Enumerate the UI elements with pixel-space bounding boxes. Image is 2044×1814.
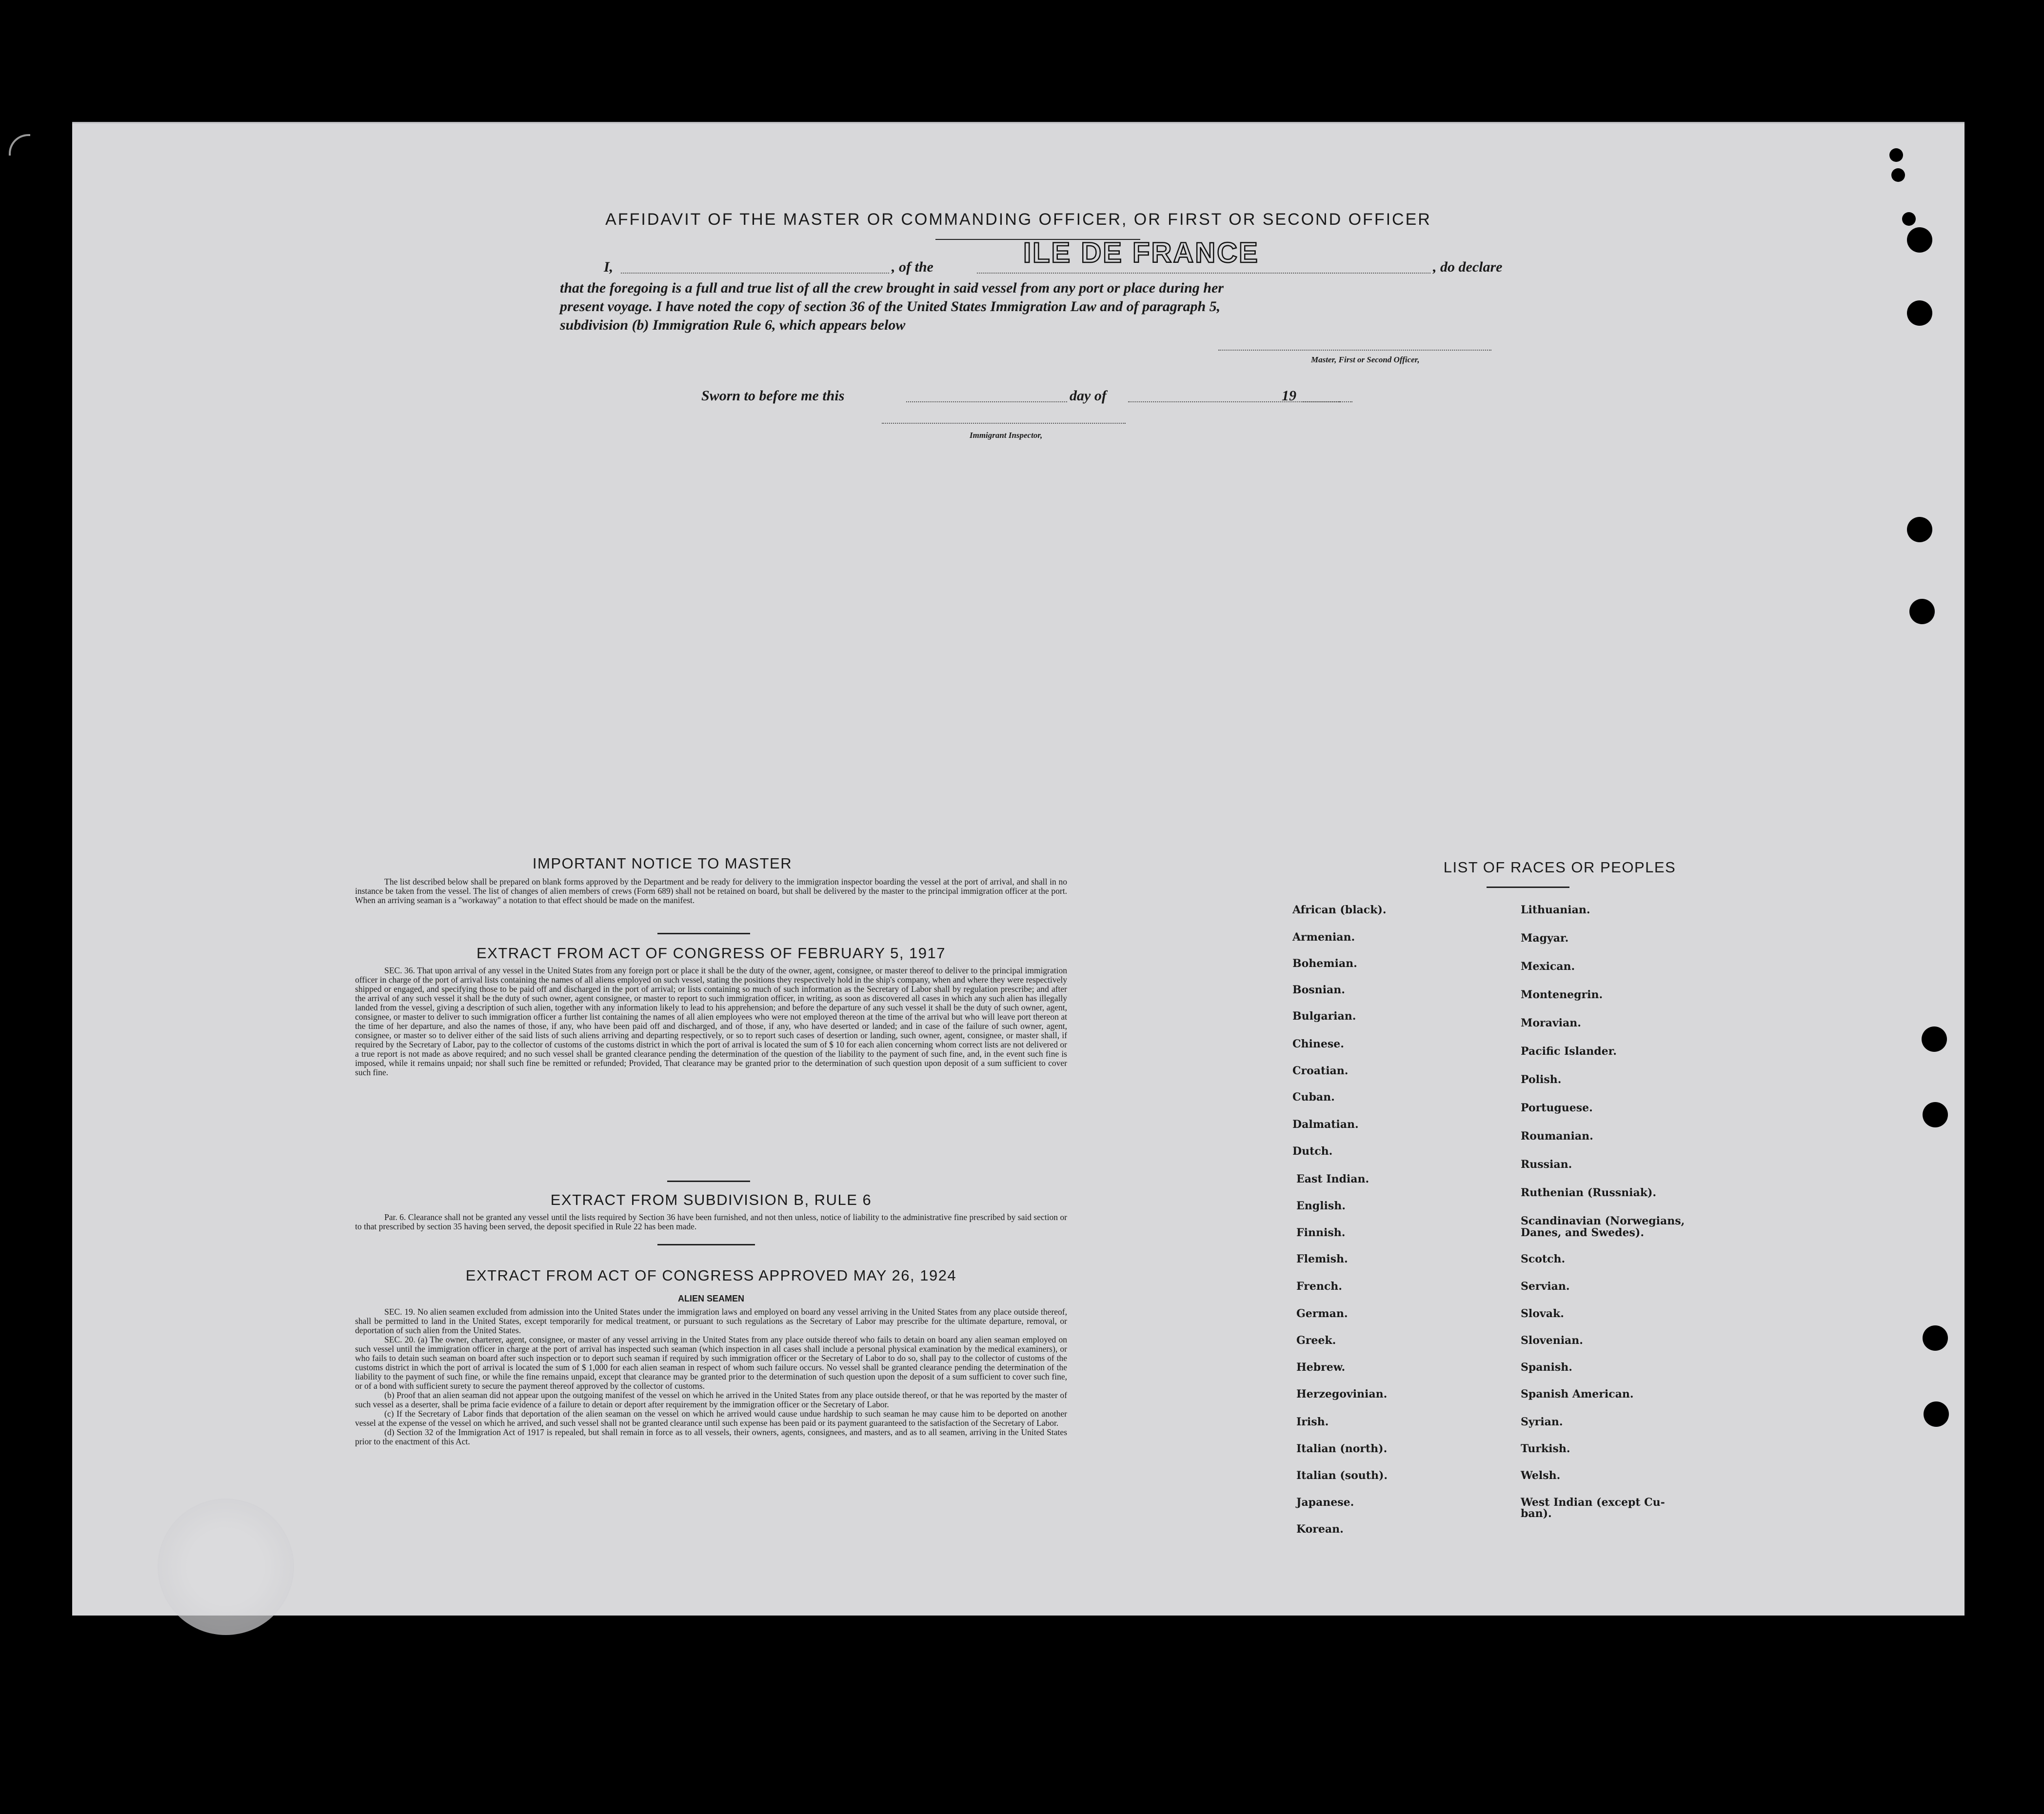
extract3-title: EXTRACT FROM ACT OF CONGRESS APPROVED MAY 26, 1924 xyxy=(465,1267,957,1284)
race-item: Syrian. xyxy=(1521,1416,1563,1428)
extract3-sec20d: (d) Section 32 of the Immigration Act of 1917 is repealed, but shall remain in force as to all vessels, their owners, agents, consignees, and masters, and as to all seamen, arriving in the United States prior to the enactment of this Act. xyxy=(355,1427,1067,1446)
race-item: Irish. xyxy=(1296,1416,1329,1428)
inspector-signature-line[interactable] xyxy=(882,411,1126,424)
race-item: Greek. xyxy=(1296,1334,1336,1347)
race-item: Italian (north). xyxy=(1296,1442,1388,1455)
extract3-sec20b: (b) Proof that an alien seaman did not appear upon the outgoing manifest of the vessel on which he arrived in the United States from any place outside thereof, or that he was reported by the master of such vessel as a deserter, shall be prima facie evidence of a failure to detain or deport after requirement by the immigration officer or the Secretary of Labor. xyxy=(355,1390,1067,1409)
race-item: Magyar. xyxy=(1521,932,1569,945)
race-item: Turkish. xyxy=(1521,1442,1570,1455)
binder-hole xyxy=(1909,599,1935,624)
race-item: Slovenian. xyxy=(1521,1334,1583,1347)
inspector-label: Immigrant Inspector, xyxy=(970,431,1043,440)
race-item: French. xyxy=(1296,1280,1342,1293)
race-item: Spanish. xyxy=(1521,1361,1572,1374)
race-item: Pacific Islander. xyxy=(1521,1045,1617,1058)
race-item: Korean. xyxy=(1296,1523,1344,1536)
extract3-sec20a: SEC. 20. (a) The owner, charterer, agent, consignee, or master of any vessel arriving in the United States from any place outside thereof who fails to detain on board any alien seaman employed on such vessel until the immigration officer in charge at the port of arrival has inspected such seaman (which inspection in all cases shall include a personal physical examination by the medical examiners), or who fails to detain such seaman on board after such inspection or to deport such seaman if required by such immigration officer or the Secretary of Labor to do so, shall pay to the collector of customs of the customs district in which the port of arrival is located the sum of $ 1,000 for each alien seaman in respect of whom such failure occurs. No vessel shall be granted clearance pending the determination of the liability to the payment of such fine, or while the fine remains unpaid, except that clearance may be granted prior to the determination of such question upon the deposit of a sum sufficient to cover such fine, or of a bond with sufficient surety to secure the payment thereof approved by the collector of customs. xyxy=(355,1335,1067,1391)
binder-hole xyxy=(1907,227,1932,253)
race-item: Slovak. xyxy=(1521,1307,1564,1320)
corner-mark xyxy=(9,134,30,156)
race-item: Cuban. xyxy=(1292,1091,1335,1104)
extract2-text: Par. 6. Clearance shall not be granted any vessel until the lists required by Section 36 have been furnished, and not then unless, notice of liability to the administrative fine prescribed by said section or to that prescribed by section 35 having been served, the deposit specified in Rule 22 has been made. xyxy=(355,1212,1067,1231)
extract1-rule xyxy=(667,1181,750,1182)
race-item: East Indian. xyxy=(1296,1173,1369,1185)
binder-hole xyxy=(1924,1401,1949,1427)
race-item: Hebrew. xyxy=(1296,1361,1346,1374)
race-item: Polish. xyxy=(1521,1073,1562,1086)
binder-hole xyxy=(1891,168,1905,182)
day-of-label: day of xyxy=(1070,388,1107,404)
binder-hole xyxy=(1922,1026,1947,1052)
do-declare-label: , do declare xyxy=(1433,259,1503,275)
race-item: Bulgarian. xyxy=(1292,1010,1356,1023)
race-item: Lithuanian. xyxy=(1521,904,1590,916)
race-item: ban). xyxy=(1521,1507,1552,1520)
binder-hole xyxy=(1923,1102,1948,1127)
races-title: LIST OF RACES OR PEOPLES xyxy=(1443,859,1676,876)
notice-text: The list described below shall be prepared on blank forms approved by the Department and be ready for delivery to the immigration inspector boarding the vessel at the port of arrival, and shall in no instance be taken from the vessel. The list of changes of alien members of crews (Form 689) shall not be retained on board, but shall be delivered by the master to the principal immigration officer at the port. When an arriving seaman is a "workaway" a notation to that effect should be made on the manifest. xyxy=(355,877,1067,905)
declaration-line-2: present voyage. I have noted the copy of section 36 of the United States Immigration Law and of paragraph 5, xyxy=(560,298,1221,315)
sworn-day-line[interactable] xyxy=(906,390,1067,402)
race-item: Russian. xyxy=(1521,1158,1572,1171)
race-item: Danes, and Swedes). xyxy=(1521,1226,1644,1239)
race-item: Finnish. xyxy=(1296,1226,1346,1239)
race-item: Spanish American. xyxy=(1521,1388,1634,1400)
race-item: Croatian. xyxy=(1292,1065,1349,1077)
race-item: Italian (south). xyxy=(1296,1469,1388,1482)
embossed-seal xyxy=(158,1499,294,1635)
race-item: Bohemian. xyxy=(1292,957,1357,970)
race-item: Chinese. xyxy=(1292,1038,1344,1050)
declaration-line-1: that the foregoing is a full and true list of all the crew brought in said vessel from any port or place during her xyxy=(560,280,1224,296)
vessel-name-stamp: ILE DE FRANCE xyxy=(1023,237,1259,269)
race-item: Scotch. xyxy=(1521,1253,1566,1265)
race-item: German. xyxy=(1296,1307,1348,1320)
race-item: Scandinavian (Norwegians, xyxy=(1521,1215,1685,1227)
race-item: English. xyxy=(1296,1200,1346,1212)
binder-hole xyxy=(1902,212,1916,226)
notice-rule xyxy=(657,933,750,934)
race-item: Ruthenian (Russniak). xyxy=(1521,1186,1657,1199)
binder-hole xyxy=(1907,517,1932,542)
race-item: Bosnian. xyxy=(1292,984,1345,996)
notice-title: IMPORTANT NOTICE TO MASTER xyxy=(532,855,793,872)
of-the-label: , of the xyxy=(892,259,933,275)
race-item: Portuguese. xyxy=(1521,1102,1593,1114)
document-page xyxy=(72,122,1965,1616)
sworn-label: Sworn to before me this xyxy=(701,388,845,404)
races-rule xyxy=(1487,887,1569,888)
race-item: Welsh. xyxy=(1521,1469,1561,1482)
signature-line[interactable] xyxy=(1218,338,1491,351)
binder-hole xyxy=(1923,1325,1948,1351)
extract2-title: EXTRACT FROM SUBDIVISION B, RULE 6 xyxy=(550,1191,872,1208)
extract3-subtitle: ALIEN SEAMEN xyxy=(677,1294,744,1303)
race-item: Servian. xyxy=(1521,1280,1570,1293)
race-item: Armenian. xyxy=(1292,931,1355,944)
affidavit-heading: AFFIDAVIT OF THE MASTER OR COMMANDING OFFICER, OR FIRST OR SECOND OFFICER xyxy=(605,210,1431,229)
race-item: Montenegrin. xyxy=(1521,988,1603,1001)
extract1-text: SEC. 36. That upon arrival of any vessel in the United States from any foreign port or place it shall be the duty of the owner, agent, consignee, or master thereof to deliver to the principal immigration officer in charge of the port of arrival lists containing the names of all aliens employed on such vessel, stating the positions they respectively hold in the ship's company, when and where they were respectively shipped or engaged, and specifying those to be paid off and discharged in the port of arrival; or lists containing so much of such information as the Secretary of Labor shall by regulation prescribe; and after the arrival of any such vessel it shall be the duty of such owner, agent consignee, or master to report to such immigration officer, in writing, as soon as discovered all cases in which any such alien has illegally landed from the vessel, giving a description of such alien, together with any information likely to lead to his apprehension; and before the departure of any such vessel it shall be the duty of such owner, agent, consignee, or master to deliver to such immigration officer a further list containing the names of all alien employees who were not employed thereon at the time of the arrival but who will leave port thereon at the time of her departure, and also the names of those, if any, who have been paid off and discharged, and of those, if any, who have deserted or landed; and in case of the failure of such owner, agent, consignee, or master so to deliver either of the said lists of such aliens arriving and departing respectively, or so to report such cases of desertion or landing, such owner, agent, consignee, or master shall, if required by the Secretary of Labor, pay to the collector of customs of the customs district in which the port of arrival is located the sum of $ 10 for each alien concerning whom correct lists are not delivered or a true report is not made as above required; and no such vessel shall be granted clearance pending the determination of the question of the liability to the payment of such fine, and, in the event such fine is imposed, while it remains unpaid; nor shall such fine be remitted or refunded; Provided, That clearance may be granted prior to the determination of such question upon deposit of a sum sufficient to cover such fine. xyxy=(355,966,1067,1077)
master-name-line[interactable] xyxy=(621,261,889,274)
race-item: Flemish. xyxy=(1296,1253,1348,1265)
race-item: Dalmatian. xyxy=(1292,1118,1359,1131)
extract3-sec20c: (c) If the Secretary of Labor finds that deportation of the alien seaman on the vessel on which he arrived would cause undue hardship to such seaman he may cause him to be deported on another vessel at the expense of the vessel on which he arrived, and such vessel shall not be granted clearance until such expense has been paid or its payment guaranteed to the satisfaction of the Secretary of Labor. xyxy=(355,1409,1067,1428)
extract3-body xyxy=(355,1307,1067,1446)
race-item: Japanese. xyxy=(1296,1496,1354,1509)
extract2-rule xyxy=(657,1244,755,1245)
race-item: African (black). xyxy=(1292,904,1387,916)
sworn-year-line[interactable] xyxy=(1301,390,1340,402)
binder-hole xyxy=(1907,300,1932,326)
signature-label: Master, First or Second Officer, xyxy=(1311,355,1420,364)
affidavit-i-label: I, xyxy=(604,259,614,275)
declaration-line-3: subdivision (b) Immigration Rule 6, which appears below xyxy=(560,317,906,333)
race-item: Moravian. xyxy=(1521,1017,1581,1029)
extract1-title: EXTRACT FROM ACT OF CONGRESS OF FEBRUARY 5, 1917 xyxy=(476,945,946,962)
race-item: Herzegovinian. xyxy=(1296,1388,1388,1400)
race-item: Dutch. xyxy=(1292,1145,1333,1158)
race-item: Mexican. xyxy=(1521,960,1575,973)
year-prefix: 19 xyxy=(1282,388,1296,404)
binder-hole xyxy=(1889,148,1903,162)
extract3-sec19: SEC. 19. No alien seamen excluded from admission into the United States under the immigration laws and employed on board any vessel arriving in the United States from any place outside thereof, shall be permitted to land in the United States, except temporarily for medical treatment, or pursuant to such regulations as the Secretary of Labor may prescribe for the ultimate departure, removal, or deportation of such alien from the United States. xyxy=(355,1307,1067,1335)
race-item: West Indian (except Cu- xyxy=(1521,1496,1665,1509)
race-item: Roumanian. xyxy=(1521,1130,1593,1143)
